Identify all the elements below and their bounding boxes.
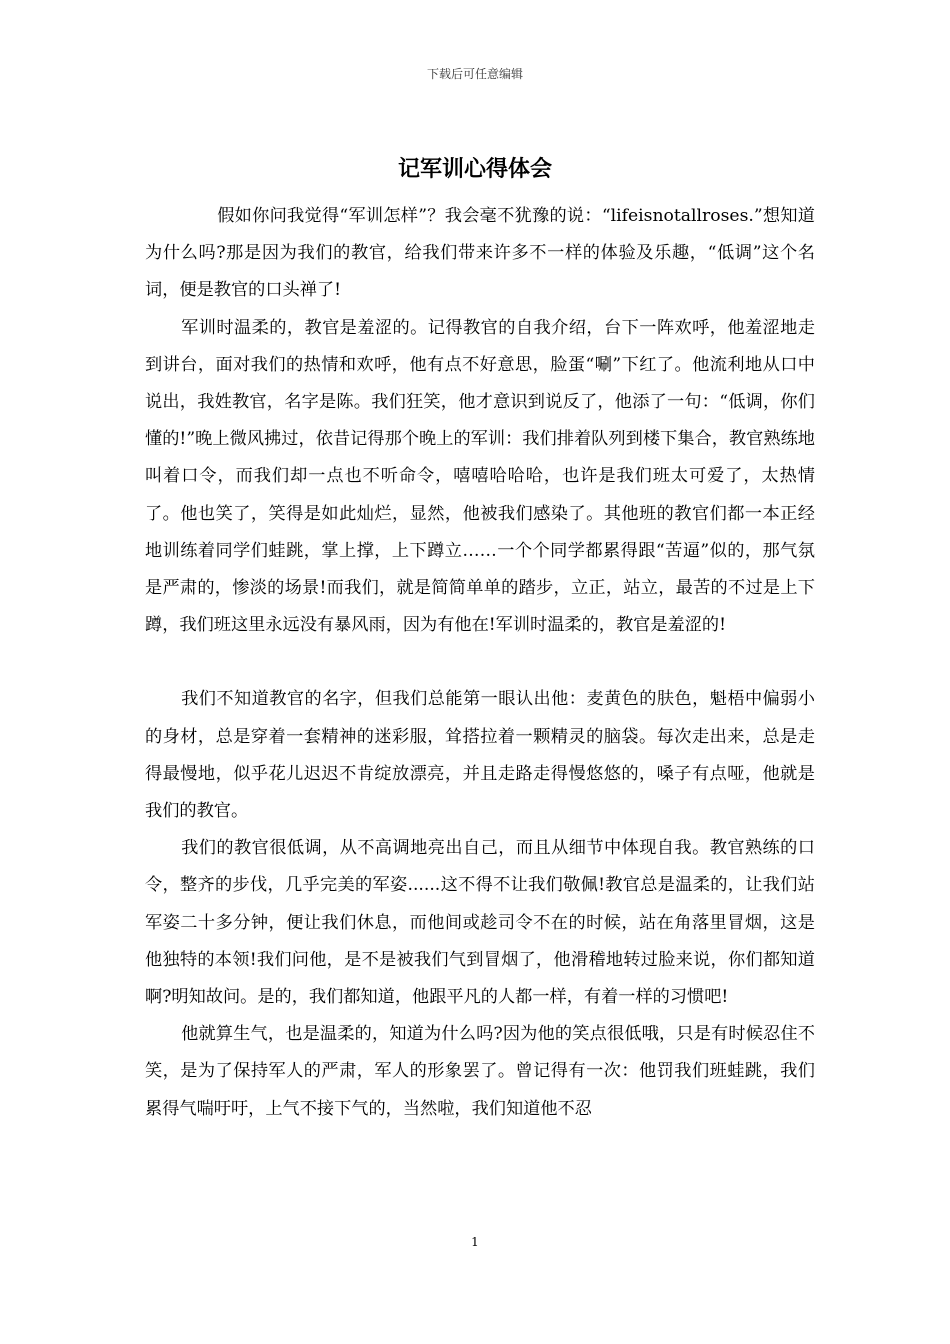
paragraph-5: 他就算生气，也是温柔的，知道为什么吗?因为他的笑点很低哦，只是有时候忍住不笑，是为了保持军人的严肃，军人的形象罢了。曾记得有一次：他罚我们班蛙跳，我们累得气喘吁吁，上气不接下气的，当然啦，我们知道他不忍 xyxy=(145,1024,815,1119)
paragraph-spacer xyxy=(145,644,815,681)
paragraph-4: 我们的教官很低调，从不高调地亮出自己，而且从细节中体现自我。教官熟练的口令，整齐的步伐，几乎完美的军姿......这不得不让我们敬佩!教官总是温柔的，让我们站军姿二十多分钟，便让我们休息，而他间或趁司令不在的时候，站在角落里冒烟，这是他独特的本领!我们问他，是不是被我们气到冒烟了，他滑稽地转过脸来说，你们都知道啊?明知故问。是的，我们都知道，他跟平凡的人都一样，有着一样的习惯吧! xyxy=(145,838,815,1008)
paragraph-1: 假如你问我觉得“军训怎样”？我会毫不犹豫的说：“lifeisnotallroses.”想知道为什么吗?那是因为我们的教官，给我们带来许多不一样的体验及乐趣，“低调”这个名词，便是教官的口头禅了! xyxy=(145,206,815,301)
paragraph-2: 军训时温柔的，教官是羞涩的。记得教官的自我介绍，台下一阵欢呼，他羞涩地走到讲台，面对我们的热情和欢呼，他有点不好意思，脸蛋“唰”下红了。他流利地从口中说出，我姓教官，名字是陈。我们狂笑，他才意识到说反了，他添了一句：“低调，你们懂的!”晚上微风拂过，依昔记得那个晚上的军训：我们排着队列到楼下集合，教官熟练地叫着口令，而我们却一点也不听命令，嘻嘻哈哈哈，也许是我们班太可爱了，太热情了。他也笑了，笑得是如此灿烂，显然，他被我们感染了。其他班的教官们都一本正经地训练着同学们蛙跳，掌上撑，上下蹲立……一个个同学都累得跟“苦逼”似的，那气氛是严肃的，惨淡的场景!而我们，就是简简单单的踏步，立正，站立，最苦的不过是上下蹲，我们班这里永远没有暴风雨，因为有他在!军训时温柔的，教官是羞涩的! xyxy=(145,317,815,636)
document-title: 记军训心得体会 xyxy=(397,157,552,182)
paragraph-3: 我们不知道教官的名字，但我们总能第一眼认出他：麦黄色的肤色，魁梧中偏弱小的身材，总是穿着一套精神的迷彩服，耸搭拉着一颗精灵的脑袋。每次走出来，总是走得最慢地，似乎花儿迟迟不肯绽放漂亮，并且走路走得慢悠悠的，嗓子有点哑，他就是我们的教官。 xyxy=(145,689,815,822)
page-number: 1 xyxy=(471,1235,479,1249)
document-body xyxy=(145,198,815,1128)
header-note: 下载后可任意编辑 xyxy=(426,67,523,81)
